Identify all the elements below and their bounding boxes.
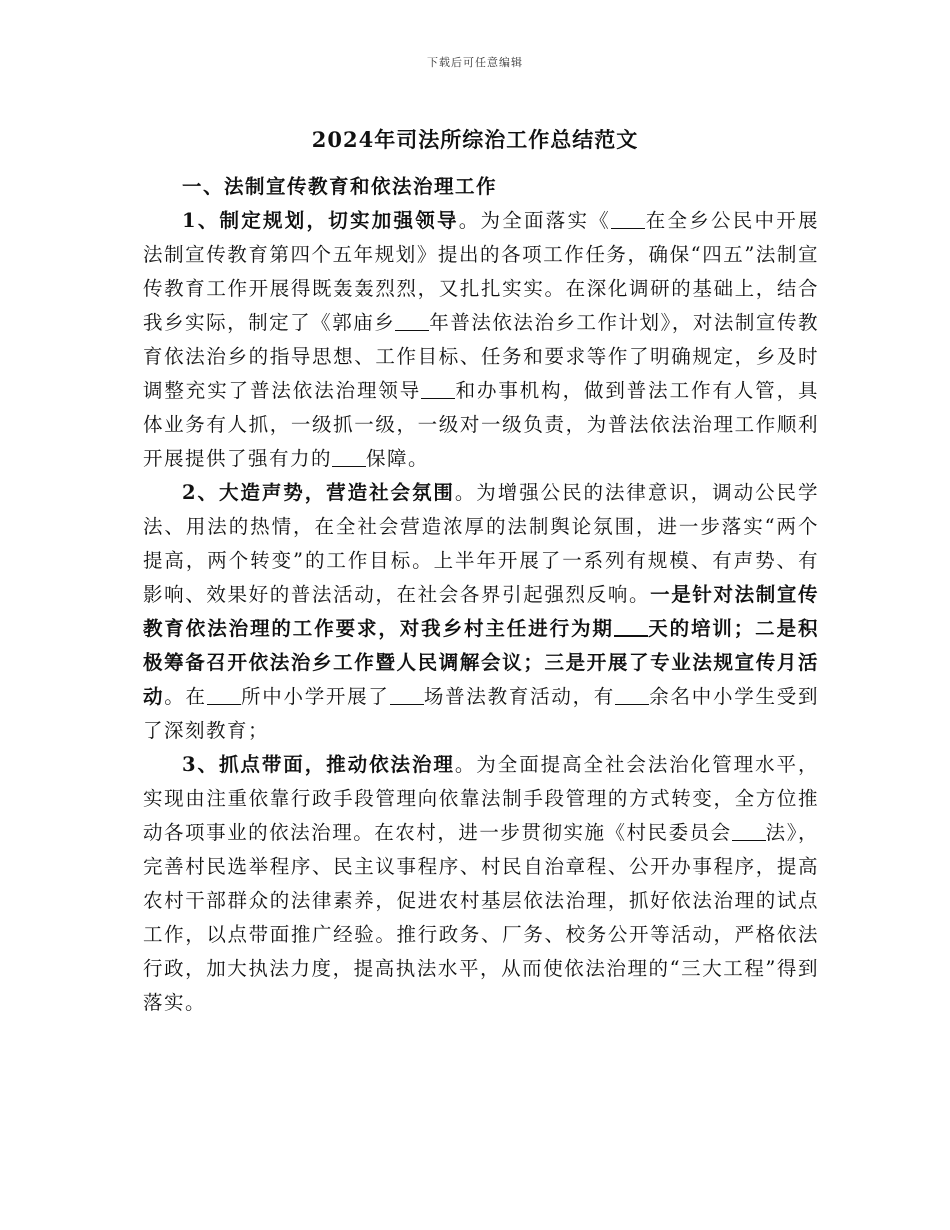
- paragraph-2-emphasis: 一是针对法制宣传教育依法治理的工作要求，对我乡村主任进行为期: [143, 583, 819, 640]
- fill-in-blank: [332, 447, 366, 468]
- paragraph-3-lead: 3、抓点带面，推动依法治理: [182, 753, 455, 776]
- paragraph-2-text: 余名中小学生受到了深刻教育；: [143, 685, 819, 742]
- paragraph-2-lead: 2、大造声势，营造社会氛围: [182, 481, 455, 504]
- paragraph-1-text: 。为全面落实《: [458, 209, 612, 232]
- paragraph-1-text: 和办事机构，做到普法工作有人管，具体业务有人抓，一级抓一级，一级对一级负责，为普法依法治理工作顺利开展提供了强有力的: [143, 379, 819, 470]
- paragraph-1: [143, 204, 819, 476]
- fill-in-blank: [390, 685, 424, 706]
- paragraph-2-text: 。为增强公民的法律意识，调动公民学法、用法的热情，在全社会营造浓厚的法制舆论氛围，进一步落实“两个提高，两个转变”的工作目标。上半年开展了一系列有规模、有声势、有影响、效果好的普法活动，在社会各界引起强烈反响。: [143, 481, 819, 606]
- document-body: [143, 170, 819, 1020]
- paragraph-2: [143, 476, 819, 748]
- paragraph-2-emphasis: 天的培训；二是积极筹备召开依法治乡工作暨人民调解会议；三是开展了专业法规宣传月活动: [143, 617, 819, 708]
- fill-in-blank: [395, 311, 429, 332]
- paragraph-2-text: 所中小学开展了: [240, 685, 390, 708]
- fill-in-blank: [421, 379, 455, 400]
- fill-in-blank: [732, 821, 766, 842]
- paragraph-3-text: 。为全面提高全社会法治化管理水平，实现由注重依靠行政手段管理向依靠法制手段管理的方式转变，全方位推动各项事业的依法治理。在农村，进一步贯彻实施《村民委员会: [143, 753, 819, 844]
- fill-in-blank: [611, 209, 645, 230]
- paragraph-1-lead: 1、制定规划，切实加强领导: [182, 209, 459, 232]
- document-title: 2024年司法所综治工作总结范文: [311, 127, 639, 152]
- fill-in-blank: [614, 616, 648, 638]
- paragraph-2-text: 。在: [164, 685, 207, 708]
- paragraph-2-text: 场普法教育活动，有: [423, 685, 616, 708]
- paragraph-3-text: 法》，完善村民选举程序、民主议事程序、村民自治章程、公开办事程序，提高农村干部群众的法律素养，促进农村基层依法治理，抓好依法治理的试点工作，以点带面推广经验。推行政务、厂务、校务公开等活动，严格依法行政，加大执法力度，提高执法水平，从而使依法治理的“三大工程”得到落实。: [143, 821, 819, 1014]
- page-header-note: 下载后可任意编辑: [427, 56, 523, 69]
- section-heading: 一、法制宣传教育和依法治理工作: [182, 175, 498, 198]
- paragraph-1-text: 年普法依法治乡工作计划》，对法制宣传教育依法治乡的指导思想、工作目标、任务和要求等作了明确规定，乡及时调整充实了普法依法治理领导: [143, 311, 819, 402]
- paragraph-3: [143, 748, 819, 1020]
- paragraph-1-text: 保障。: [366, 447, 430, 470]
- paragraph-1-text: 在全乡公民中开展法制宣传教育第四个五年规划》提出的各项工作任务，确保“四五”法制宣传教育工作开展得既轰轰烈烈，又扎扎实实。在深化调研的基础上，结合我乡实际，制定了《郭庙乡: [143, 209, 819, 334]
- fill-in-blank: [207, 685, 241, 706]
- fill-in-blank: [615, 685, 649, 706]
